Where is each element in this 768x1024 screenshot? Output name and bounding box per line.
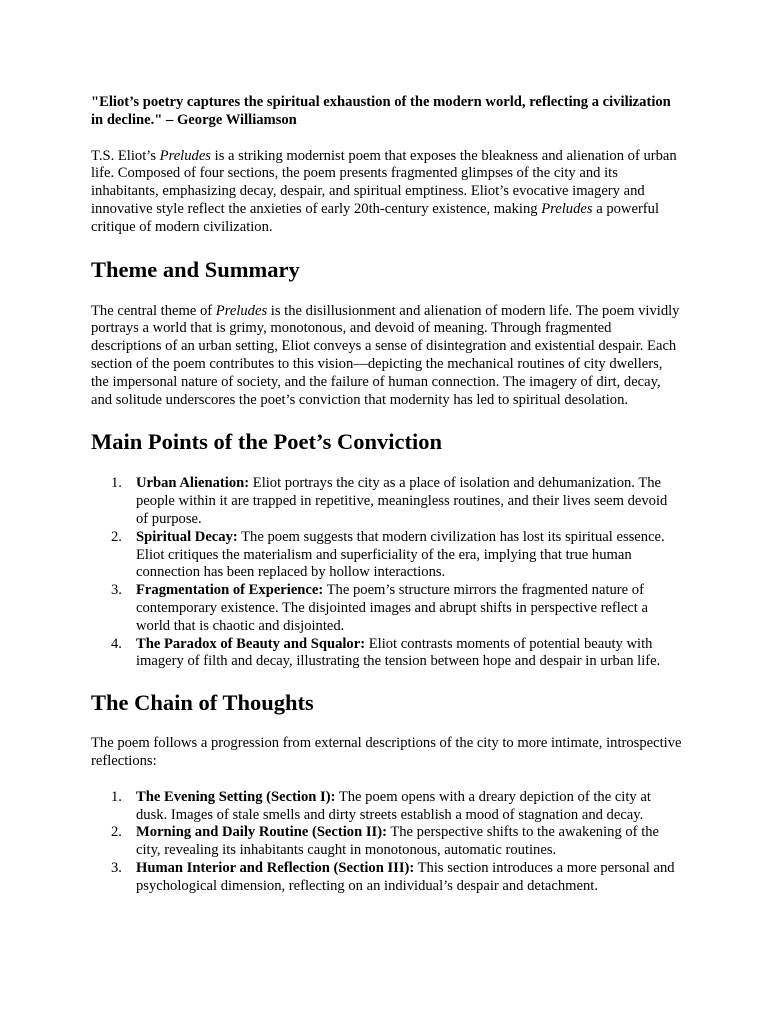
intro-title-italic-2: Preludes [541, 200, 593, 217]
chain-heading: The Chain of Thoughts [91, 690, 314, 716]
theme-heading: Theme and Summary [91, 256, 300, 282]
intro-text-3: a powerful critique of modern civilization. [91, 200, 660, 235]
list-item-text: Eliot portrays the city as a place of isolation and dehumanization. The people within it are trapped in repetitive, meaningless routines, and their lives seem devoid of purpose. [136, 475, 668, 527]
theme-paragraph [91, 303, 683, 410]
list-number: 2. [111, 824, 122, 841]
list-number: 1. [111, 788, 122, 805]
list-number: 4. [111, 635, 122, 652]
chain-list [91, 789, 683, 896]
intro-text-2: is a striking modernist poem that exposes the bleakness and alienation of urban life. Composed of four sections, the poem presents fragmented glimpses of the city and its inhabitants, emphasizing decay, despair, and spiritual emptiness. Eliot’s evocative imagery and innovative style reflect the anxieties of early 20th-century existence, making [91, 147, 677, 217]
main-points-list [91, 475, 683, 671]
list-item-label: Morning and Daily Routine (Section II): [136, 824, 387, 841]
list-item-label: Spiritual Decay: [136, 528, 238, 545]
list-number: 3. [111, 859, 122, 876]
list-item-text: The poem opens with a dreary depiction of the city at dusk. Images of stale smells and dirty streets establish a mood of stagnation and decay. [136, 788, 651, 823]
list-item-text: The poem suggests that modern civilization has lost its spiritual essence. Eliot critiques the materialism and superficiality of the era, implying that true human connection has been replaced by hollow interactions. [136, 528, 665, 581]
list-item [91, 636, 683, 672]
list-item-label: Urban Alienation: [136, 475, 250, 492]
theme-text-2: is the disillusionment and alienation of modern life. The poem vividly portrays a world that is grimy, monotonous, and devoid of meaning. Through fragmented descriptions of an urban setting, Eliot conveys a sense of disintegration and existential despair. Each section of the poem contributes to this vision—depicting the mechanical routines of city dwellers, the impersonal nature of society, and the failure of human connection. The imagery of dirt, decay, and solitude underscores the poet’s conviction that modernity has led to spiritual desolation. [91, 302, 680, 408]
intro-text-1: T.S. Eliot’s [91, 147, 160, 164]
list-item [91, 824, 683, 860]
main-points-heading: Main Points of the Poet’s Conviction [91, 429, 443, 455]
list-item [91, 789, 683, 825]
epigraph-quote: "Eliot’s poetry captures the spiritual exhaustion of the modern world, reflecting a civilization in decline." – George Williamson [91, 94, 671, 128]
list-item-label: Fragmentation of Experience: [136, 582, 324, 599]
document-page [91, 94, 683, 896]
intro-title-italic: Preludes [159, 147, 211, 164]
list-item-label: Human Interior and Reflection (Section III): [136, 859, 415, 876]
intro-paragraph [91, 148, 683, 237]
chain-intro-paragraph: The poem follows a progression from external descriptions of the city to more intimate, introspective reflections: [91, 735, 682, 769]
theme-title-italic: Preludes [215, 302, 268, 319]
list-item [91, 860, 683, 896]
list-number: 2. [111, 528, 122, 545]
list-item-text: The poem’s structure mirrors the fragmented nature of contemporary existence. The disjointed images and abrupt shifts in perspective reflect a world that is chaotic and disjointed. [136, 582, 648, 634]
list-item [91, 529, 683, 582]
list-item-text: The perspective shifts to the awakening of the city, revealing its inhabitants caught in monotonous, automatic routines. [136, 824, 660, 859]
list-number: 3. [111, 582, 122, 599]
theme-text-1: The central theme of [91, 302, 216, 319]
list-item-label: The Evening Setting (Section I): [136, 788, 336, 805]
list-item-text: Eliot contrasts moments of potential beauty with imagery of filth and decay, illustrating the tension between hope and despair in urban life. [136, 635, 661, 670]
list-number: 1. [111, 475, 122, 492]
list-item-label: The Paradox of Beauty and Squalor: [136, 635, 366, 652]
list-item [91, 582, 683, 635]
list-item-text: This section introduces a more personal and psychological dimension, reflecting on an individual’s despair and detachment. [136, 859, 675, 894]
list-item [91, 475, 683, 528]
